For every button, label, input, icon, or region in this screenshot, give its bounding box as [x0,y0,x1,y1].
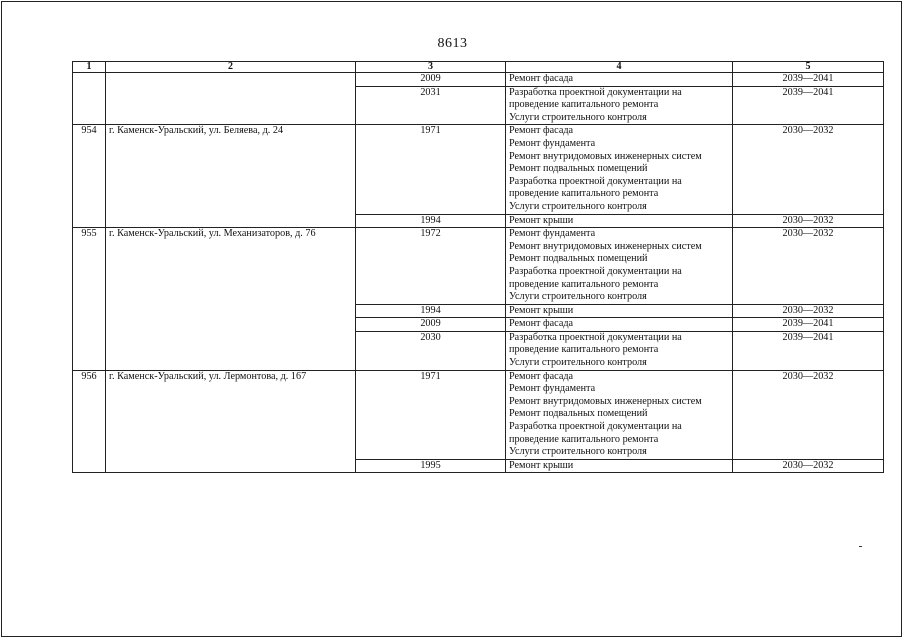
work-item: Ремонт внутридомовых инженерных систем [509,240,702,252]
year-cell: 1995 [356,459,506,473]
work-item: Ремонт внутридомовых инженерных систем [509,150,702,162]
work-item: Ремонт фасада [509,318,574,330]
works-cell [506,125,733,214]
work-item: Ремонт крыши [509,304,574,316]
works-cell [506,318,733,332]
table-row [73,125,884,214]
works-cell [506,370,733,459]
address-cell: г. Каменск-Уральский, ул. Механизаторов, д. 76 [106,228,356,371]
work-item: Услуги строительного контроля [509,446,647,458]
address-cell: г. Каменск-Уральский, ул. Лермонтова, д. 167 [106,370,356,473]
row-number: 956 [73,370,106,473]
column-header-3: 3 [356,62,506,73]
works-cell [506,73,733,87]
period-cell: 2039—2041 [733,73,884,87]
work-item: Ремонт фундамента [509,137,596,149]
work-item: проведение капитального ремонта [509,433,659,445]
period-cell: 2030—2032 [733,370,884,459]
table-row [73,73,884,87]
table-body [73,73,884,473]
work-item: Разработка проектной документации на [509,331,682,343]
year-cell: 2031 [356,86,506,125]
period-cell: 2039—2041 [733,86,884,125]
address-cell [106,73,356,125]
work-item: Ремонт фундамента [509,228,596,240]
work-item: Ремонт фасада [509,125,574,137]
year-cell: 1971 [356,125,506,214]
work-item: Ремонт внутридомовых инженерных систем [509,395,702,407]
table-row [73,370,884,459]
scan-speck [859,546,862,547]
column-header-4: 4 [506,62,733,73]
works-cell [506,331,733,370]
year-cell: 1971 [356,370,506,459]
year-cell: 1972 [356,228,506,305]
work-item: Ремонт подвальных помещений [509,408,648,420]
table-row [73,228,884,305]
work-item: Разработка проектной документации на [509,86,682,98]
work-item: Ремонт крыши [509,459,574,471]
work-item: Ремонт фасада [509,73,574,84]
header-row [73,62,884,73]
work-item: Ремонт фасада [509,370,574,382]
period-cell: 2030—2032 [733,228,884,305]
work-item: Ремонт крыши [509,214,574,226]
works-cell [506,86,733,125]
repair-schedule-table [72,61,884,473]
row-number: 954 [73,125,106,228]
period-cell: 2030—2032 [733,214,884,228]
work-item: проведение капитального ремонта [509,99,659,111]
year-cell: 2009 [356,318,506,332]
column-header-2: 2 [106,62,356,73]
work-item: Услуги строительного контроля [509,357,647,369]
year-cell: 1994 [356,304,506,318]
works-cell [506,214,733,228]
work-item: Ремонт фундамента [509,383,596,395]
address-cell: г. Каменск-Уральский, ул. Беляева, д. 24 [106,125,356,228]
page-number: 8613 [437,36,468,51]
period-cell: 2030—2032 [733,125,884,214]
work-item: Ремонт подвальных помещений [509,163,648,175]
work-item: Разработка проектной документации на [509,175,682,187]
works-cell [506,304,733,318]
work-item: Услуги строительного контроля [509,291,647,303]
works-cell [506,459,733,473]
work-item: Разработка проектной документации на [509,421,682,433]
period-cell: 2030—2032 [733,459,884,473]
works-cell [506,228,733,305]
period-cell: 2039—2041 [733,318,884,332]
year-cell: 2030 [356,331,506,370]
row-number [73,73,106,125]
work-item: Услуги строительного контроля [509,111,647,123]
period-cell: 2039—2041 [733,331,884,370]
year-cell: 2009 [356,73,506,87]
work-item: проведение капитального ремонта [509,344,659,356]
work-item: проведение капитального ремонта [509,278,659,290]
column-header-1: 1 [73,62,106,73]
work-item: Разработка проектной документации на [509,265,682,277]
period-cell: 2030—2032 [733,304,884,318]
column-header-5: 5 [733,62,884,73]
work-item: Ремонт подвальных помещений [509,253,648,265]
work-item: Услуги строительного контроля [509,200,647,212]
year-cell: 1994 [356,214,506,228]
work-item: проведение капитального ремонта [509,188,659,200]
row-number: 955 [73,228,106,371]
